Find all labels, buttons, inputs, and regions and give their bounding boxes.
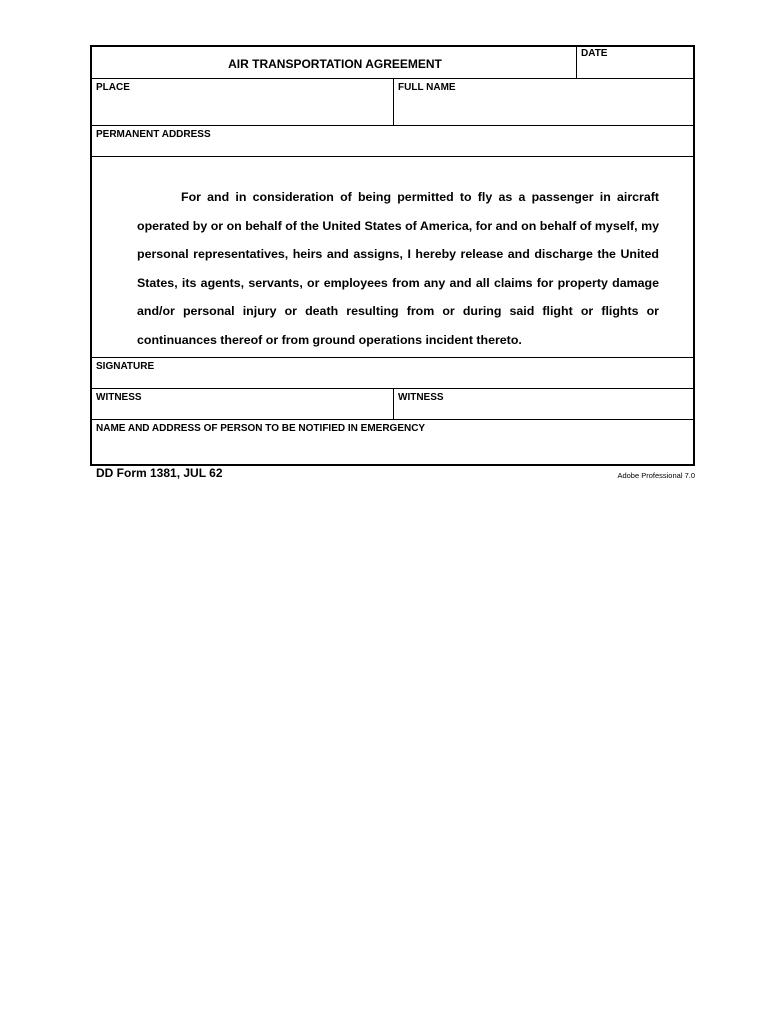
witness-field-1[interactable]: [96, 405, 389, 416]
signature-field[interactable]: [96, 374, 689, 385]
place-field[interactable]: [96, 95, 389, 122]
full-name-field[interactable]: [398, 95, 689, 122]
air-transportation-agreement-form: [90, 45, 695, 466]
agreement-text: [137, 183, 659, 354]
full-name-cell[interactable]: [393, 79, 693, 125]
signature-row[interactable]: [92, 358, 693, 389]
witness-row: [92, 389, 693, 420]
permanent-address-field[interactable]: [96, 142, 689, 153]
place-name-row: [92, 79, 693, 126]
permanent-address-label: PERMANENT ADDRESS: [96, 129, 211, 140]
full-name-label: FULL NAME: [398, 82, 456, 93]
witness-label-1: WITNESS: [96, 392, 142, 403]
witness-cell-1[interactable]: [92, 389, 393, 419]
witness-label-2: WITNESS: [398, 392, 444, 403]
date-label: DATE: [581, 48, 608, 59]
place-cell[interactable]: [92, 79, 393, 125]
agreement-text-row: [92, 157, 693, 358]
agreement-text-content: For and in consideration of being permitted to fly as a passenger in aircraft operated by or on behalf of the United States of America, for and on behalf of myself, my personal representatives, heirs and assigns, I hereby release and discharge the United States, its agents, servants, or employees from any and all claims for property damage and/or personal injury or death resulting from or during said flight or flights or continuances thereof or from ground operations incident thereto.: [137, 190, 659, 347]
emergency-contact-row[interactable]: [92, 420, 693, 464]
form-id: DD Form 1381, JUL 62: [96, 466, 223, 480]
header-row: [92, 47, 693, 79]
place-label: PLACE: [96, 82, 130, 93]
signature-label: SIGNATURE: [96, 361, 155, 372]
permanent-address-row[interactable]: [92, 126, 693, 157]
date-cell[interactable]: [576, 47, 693, 78]
emergency-contact-field[interactable]: [96, 436, 689, 461]
emergency-contact-label: NAME AND ADDRESS OF PERSON TO BE NOTIFIED IN EMERGENCY: [96, 423, 426, 434]
form-title: AIR TRANSPORTATION AGREEMENT: [228, 57, 442, 71]
software-note: Adobe Professional 7.0: [617, 471, 695, 480]
witness-field-2[interactable]: [398, 405, 689, 416]
date-field[interactable]: [581, 63, 689, 75]
witness-cell-2[interactable]: [393, 389, 693, 419]
